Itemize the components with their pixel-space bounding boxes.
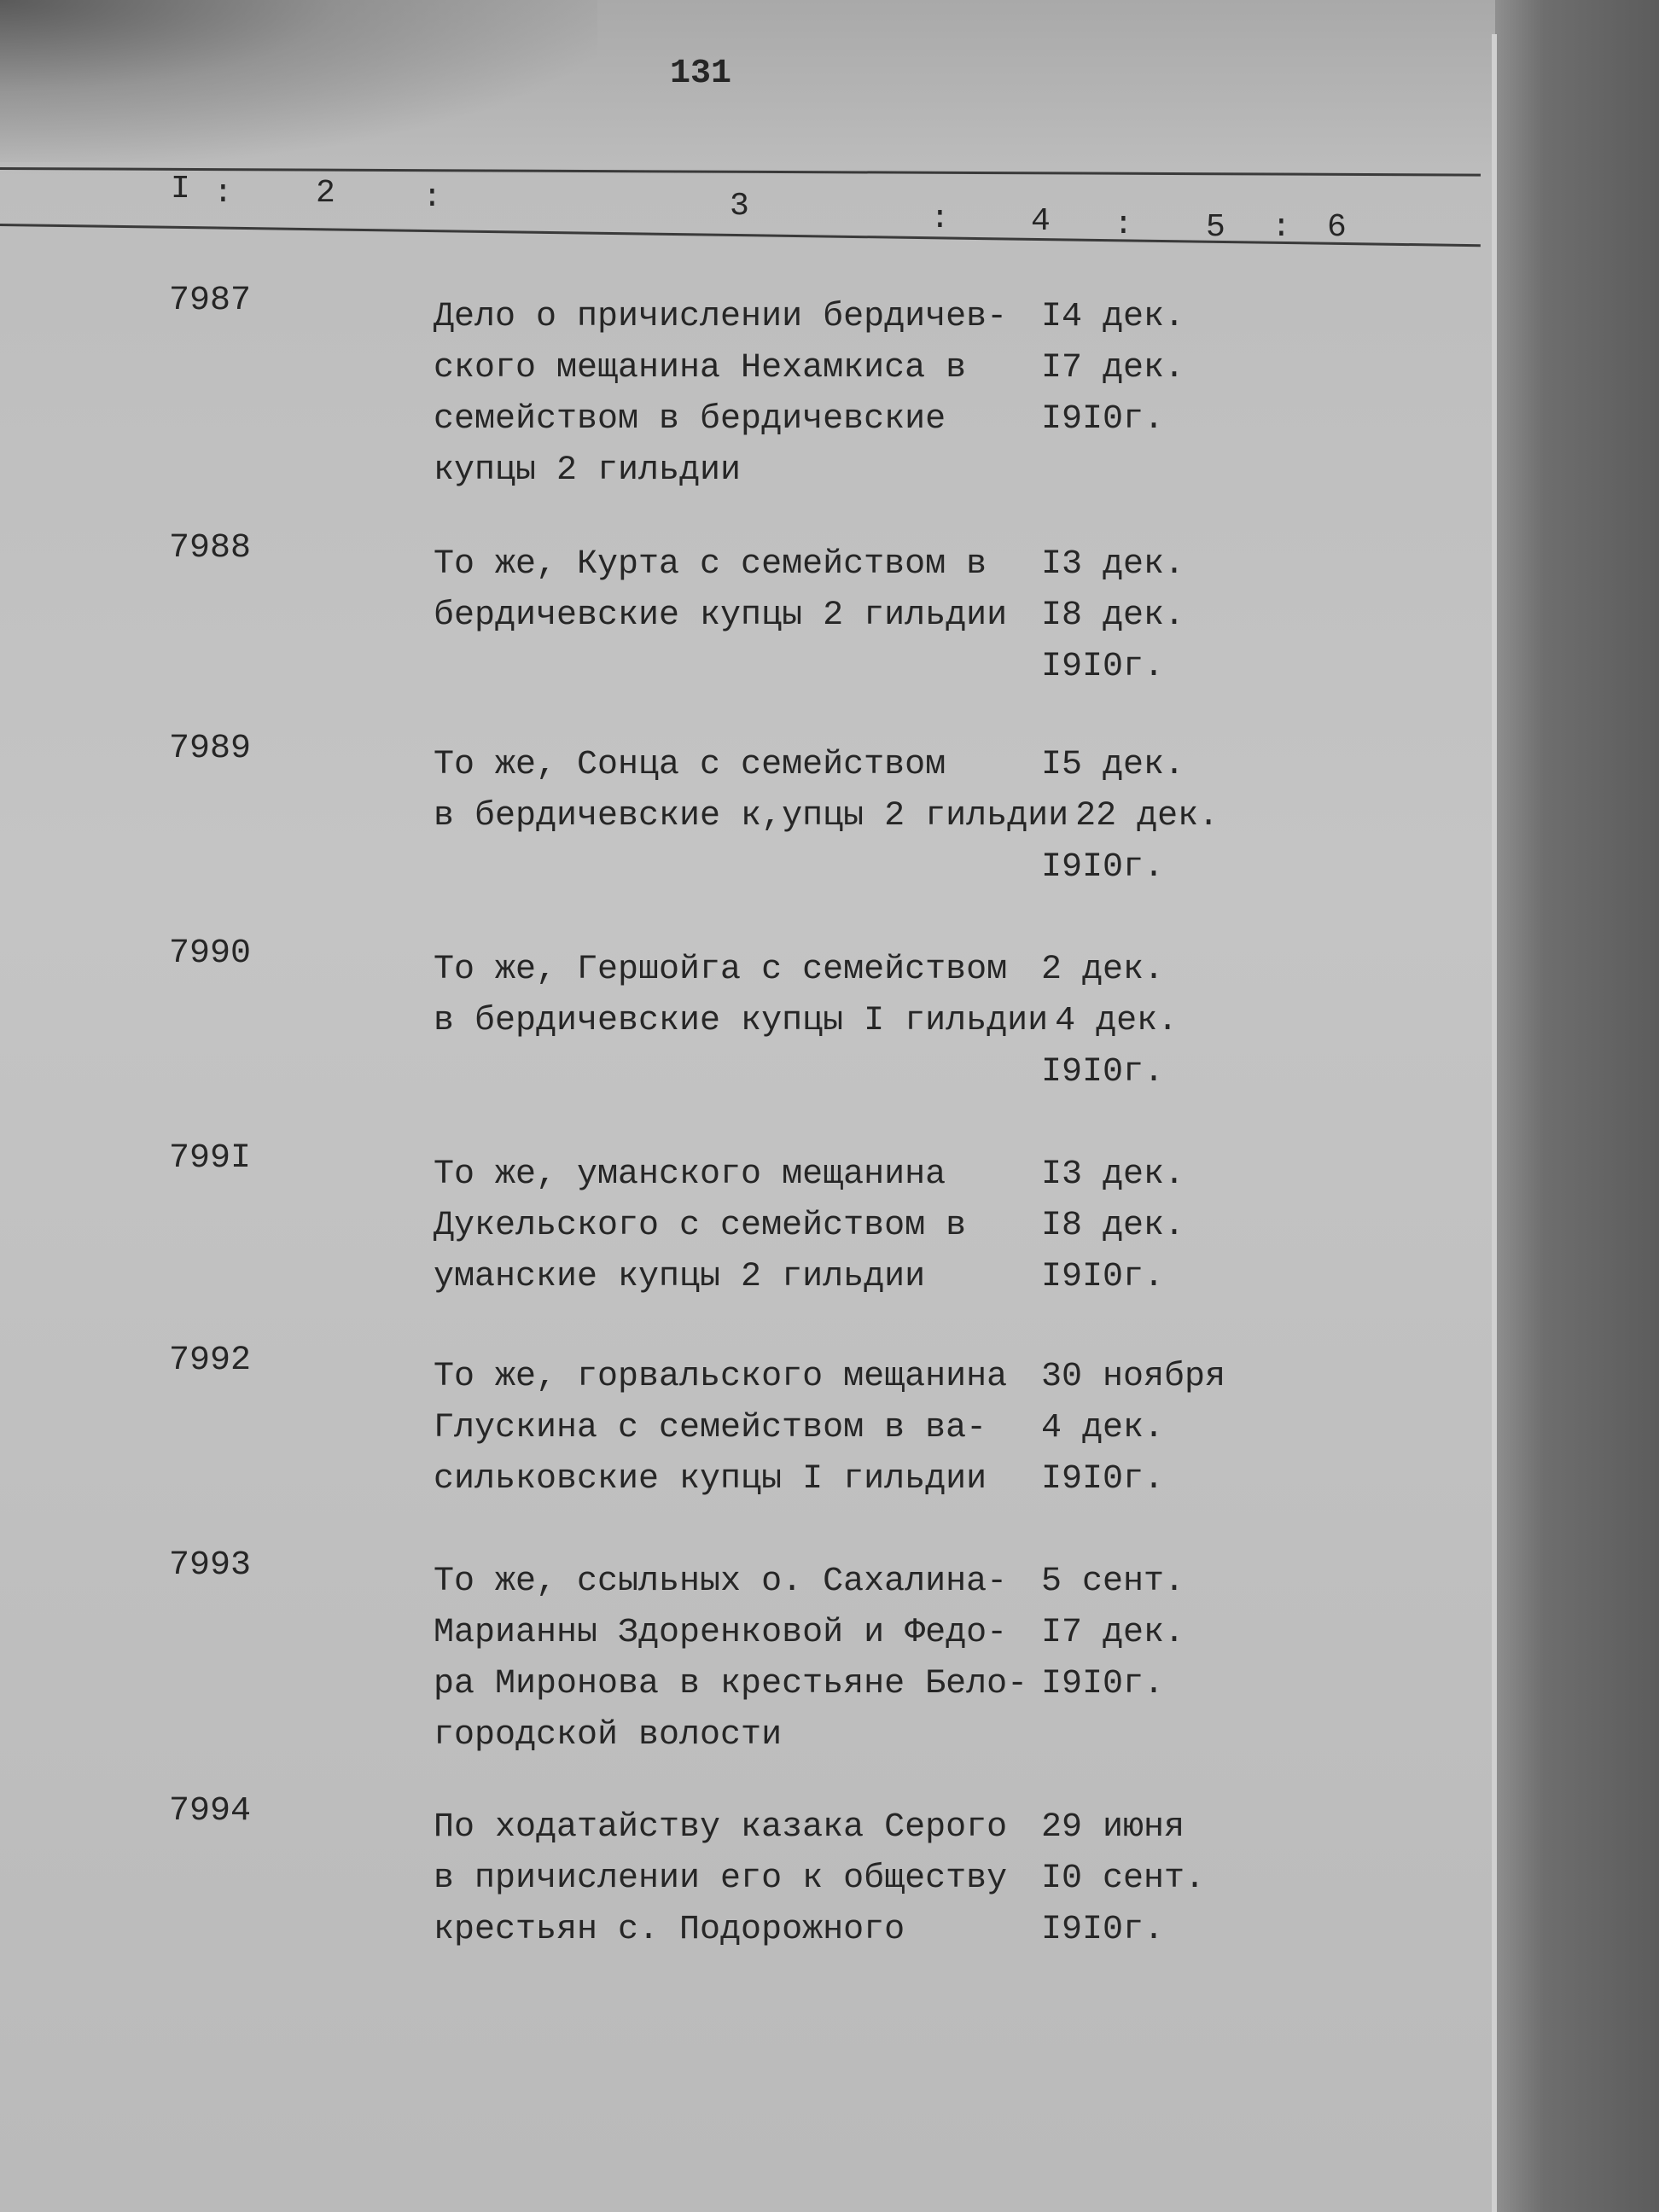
entry-description — [434, 642, 1034, 693]
entry-line — [434, 1201, 1185, 1252]
entry-description: купцы 2 гильдии — [434, 451, 742, 490]
entry-description: уманские купцы 2 гильдии — [434, 1258, 926, 1296]
entry-date: I9I0г. — [1041, 648, 1165, 686]
entry-description: семейством в бердичевские — [434, 400, 946, 439]
entry-line — [434, 1454, 1225, 1505]
entry-date: I3 дек. — [1041, 1155, 1185, 1194]
header-sep: : — [213, 175, 233, 212]
entry-lines — [434, 1150, 1185, 1303]
entry-lines — [434, 539, 1185, 693]
entry-description: То же, Гершойга с семейством — [434, 951, 1008, 989]
header-col-1: I — [171, 171, 190, 207]
entry-lines — [434, 292, 1185, 497]
header-sep: : — [1272, 209, 1291, 246]
entry-line — [434, 445, 1185, 497]
entry-date: I3 дек. — [1041, 545, 1185, 584]
entry-line — [434, 1557, 1185, 1608]
entry-description: По ходатайству казака Серого — [434, 1808, 1008, 1847]
entry-line — [434, 1854, 1205, 1905]
entry-date: 22 дек. — [1075, 797, 1220, 835]
entry-date: 4 дек. — [1055, 1002, 1179, 1040]
entry-description: Глускина с семейством в ва- — [434, 1409, 987, 1447]
entry-description: в причислении его к обществу — [434, 1860, 1008, 1898]
entry-date — [1034, 445, 1041, 497]
entry-date: I9I0г. — [1041, 1053, 1165, 1091]
entry-date: I9I0г. — [1041, 1911, 1165, 1949]
entry-description: в бердичевские купцы I гильдии — [434, 1002, 1049, 1040]
entry-date: I8 дек. — [1041, 1207, 1185, 1245]
entry-date: I9I0г. — [1041, 1460, 1165, 1499]
entry-line — [434, 1352, 1225, 1403]
entry-number: 799I — [169, 1139, 252, 1178]
entry-description: ского мещанина Нехамкиса в — [434, 349, 967, 387]
entry-line — [434, 1905, 1205, 1956]
entry-number: 7994 — [169, 1792, 252, 1831]
entry-line — [434, 642, 1185, 693]
entry-description: крестьян с. Подорожного — [434, 1911, 905, 1949]
header-sep: : — [422, 179, 442, 216]
entry-description: городской волости — [434, 1716, 783, 1755]
entry-line — [434, 791, 1219, 842]
header-sep: : — [930, 201, 950, 237]
entry-description — [434, 842, 1034, 894]
entry-number: 7988 — [169, 529, 252, 568]
entry-line — [434, 1659, 1185, 1710]
entry-description — [434, 1047, 1034, 1098]
background-surface — [1495, 0, 1659, 2212]
entry-line — [434, 1608, 1185, 1659]
entry-date: I9I0г. — [1041, 1258, 1165, 1296]
entry-date: I9I0г. — [1041, 1665, 1165, 1703]
entry-date: I5 дек. — [1041, 746, 1185, 784]
entry-date: I0 сент. — [1041, 1860, 1206, 1898]
entry-description: То же, Сонца с семейством — [434, 746, 946, 784]
entry-line — [434, 842, 1219, 894]
header-bottom-rule — [0, 224, 1481, 247]
entry-line — [434, 1047, 1178, 1098]
entry-line — [434, 539, 1185, 591]
entry-number: 7989 — [169, 730, 252, 768]
entry-description: То же, уманского мещанина — [434, 1155, 946, 1194]
entry-date: I7 дек. — [1041, 1614, 1185, 1652]
entry-line — [434, 1802, 1205, 1854]
header-col-4: 4 — [1031, 203, 1051, 240]
entry-number: 7992 — [169, 1342, 252, 1380]
entry-line — [434, 394, 1185, 445]
entry-date — [1034, 1710, 1041, 1761]
entry-line — [434, 996, 1178, 1047]
entry-number: 7990 — [169, 934, 252, 973]
entry-line — [434, 740, 1219, 791]
header-col-5: 5 — [1206, 209, 1225, 246]
entry-date: 4 дек. — [1041, 1409, 1165, 1447]
entry-description: То же, Курта с семейством в — [434, 545, 987, 584]
entry-date: I8 дек. — [1041, 597, 1185, 635]
entry-date: 30 ноября — [1041, 1358, 1226, 1396]
entry-description: Марианны Здоренковой и Федо- — [434, 1614, 1008, 1652]
entry-lines — [434, 1802, 1205, 1956]
entry-description: То же, ссыльных о. Сахалина- — [434, 1563, 1008, 1601]
entry-description: Дукельского с семейством в — [434, 1207, 967, 1245]
entry-line — [434, 1252, 1185, 1303]
entry-date: 29 июня — [1041, 1808, 1185, 1847]
header-col-3: 3 — [730, 188, 749, 224]
entry-date: I4 дек. — [1041, 298, 1185, 336]
entry-description: в бердичевские к,упцы 2 гильдии — [434, 797, 1069, 835]
entry-description: сильковские купцы I гильдии — [434, 1460, 987, 1499]
shadow-corner — [0, 0, 597, 162]
entry-line — [434, 1150, 1185, 1201]
entry-line — [434, 1403, 1225, 1454]
entry-lines — [434, 945, 1178, 1098]
entry-line — [434, 292, 1185, 343]
entry-line — [434, 1710, 1185, 1761]
header-col-2: 2 — [316, 175, 335, 212]
entry-date: I9I0г. — [1041, 848, 1165, 887]
entry-number: 7993 — [169, 1546, 252, 1585]
entry-number: 7987 — [169, 282, 252, 320]
paper-edge — [1492, 34, 1497, 2212]
entry-lines — [434, 740, 1219, 894]
page-number: 131 — [670, 55, 732, 93]
entry-description: То же, горвальского мещанина — [434, 1358, 1008, 1396]
entry-lines — [434, 1352, 1225, 1505]
entry-lines — [434, 1557, 1185, 1761]
entry-date: 2 дек. — [1041, 951, 1165, 989]
entry-description: бердичевские купцы 2 гильдии — [434, 597, 1008, 635]
entry-date: I7 дек. — [1041, 349, 1185, 387]
entry-description: Дело о причислении бердичев- — [434, 298, 1008, 336]
entry-line — [434, 343, 1185, 394]
entry-date: 5 сент. — [1041, 1563, 1185, 1601]
entry-description: ра Миронова в крестьяне Бело- — [434, 1665, 1028, 1703]
entry-line — [434, 945, 1178, 996]
header-col-6: 6 — [1327, 209, 1347, 246]
entry-date: I9I0г. — [1041, 400, 1165, 439]
header-sep: : — [1114, 207, 1133, 243]
entry-line — [434, 591, 1185, 642]
